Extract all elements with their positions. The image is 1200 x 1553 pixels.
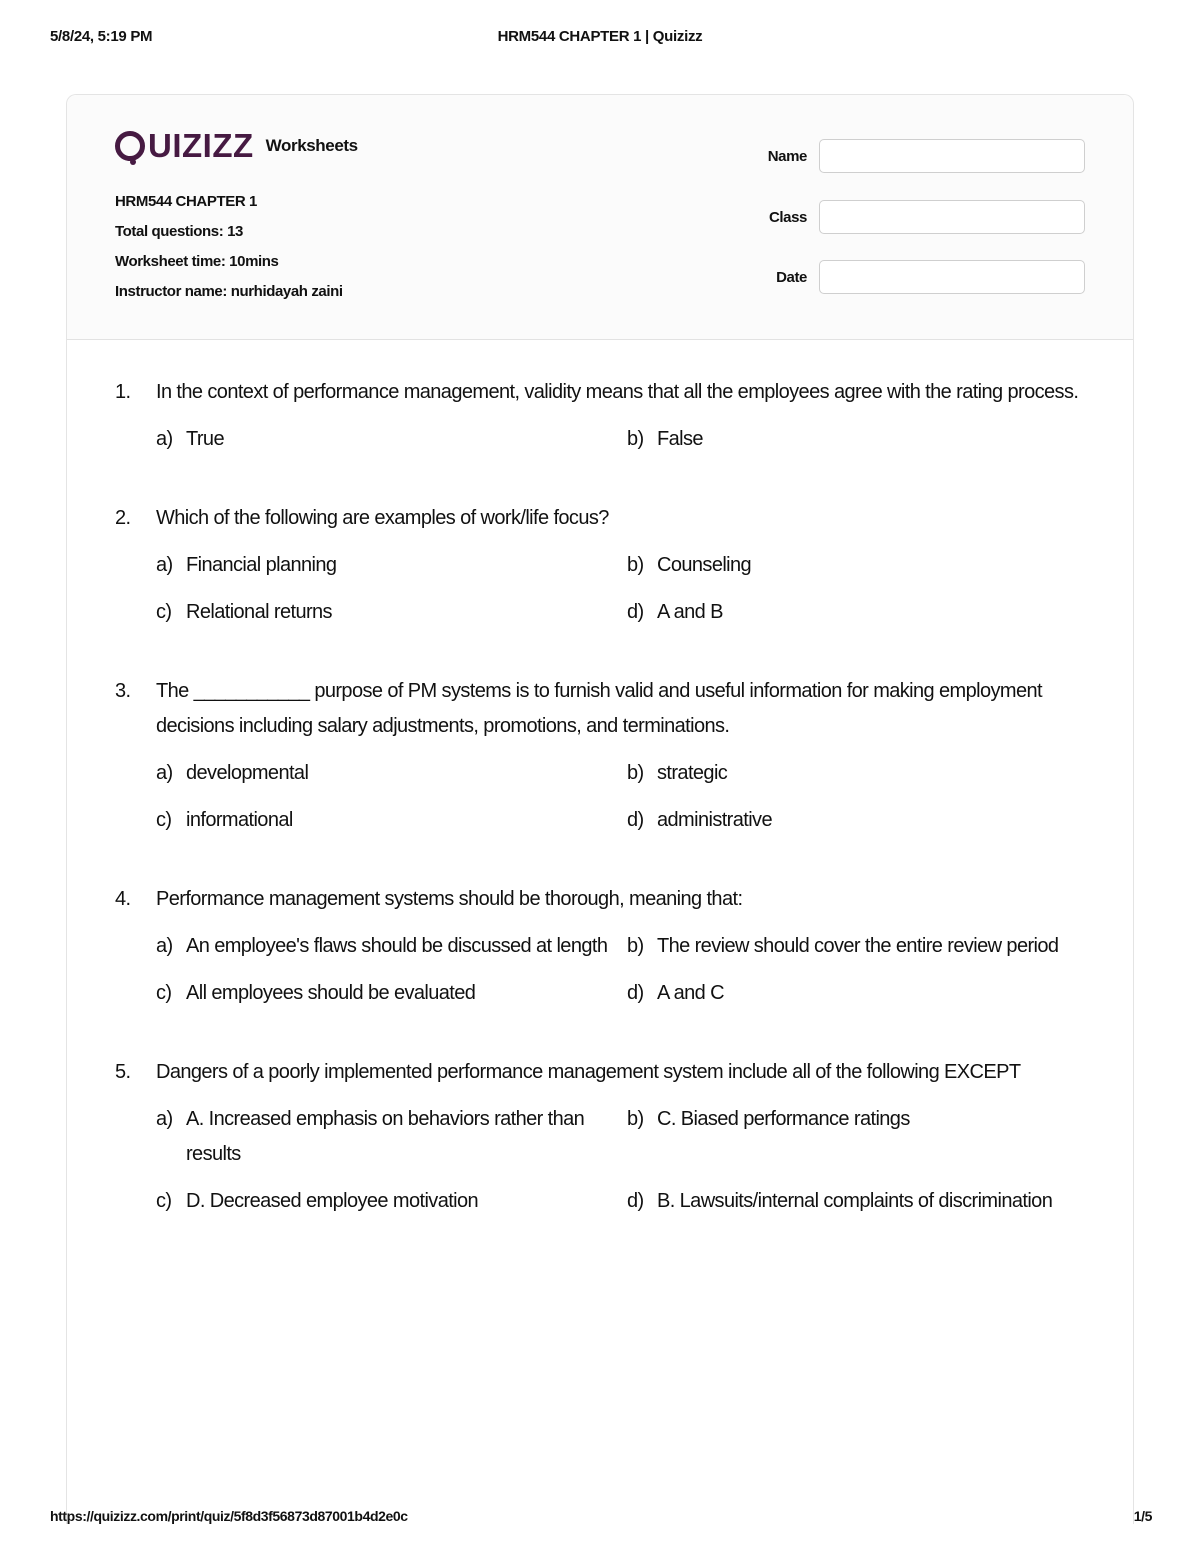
- option-letter: a): [156, 1108, 173, 1130]
- option-b: [627, 1102, 1097, 1172]
- question-text: In the context of performance management, validity means that all the employees agree with the rating process.: [156, 381, 1079, 403]
- option-letter: d): [627, 601, 644, 623]
- question: [115, 501, 1095, 630]
- question-text: The ___________ purpose of PM systems is to furnish valid and useful information for making employment decisions including salary adjustments, promotions, and terminations.: [156, 680, 1042, 737]
- logo-subtitle: Worksheets: [265, 136, 358, 155]
- option-text: The review should cover the entire review period: [657, 935, 1059, 957]
- logo-wordmark: UIZIZZ: [148, 127, 254, 164]
- option-letter: a): [156, 554, 173, 576]
- question-text: Which of the following are examples of work/life focus?: [156, 507, 609, 529]
- option-d: [627, 803, 1097, 838]
- name-label: Name: [767, 147, 807, 165]
- class-label: Class: [768, 208, 807, 226]
- option-letter: d): [627, 809, 644, 831]
- option-letter: b): [627, 762, 644, 784]
- print-footer: [50, 1508, 1152, 1528]
- class-field-row: [747, 200, 1085, 234]
- option-a: [156, 548, 627, 583]
- option-letter: a): [156, 428, 173, 450]
- total-questions: Total questions: 13: [115, 223, 243, 240]
- question: [115, 375, 1095, 457]
- print-header: [50, 28, 1150, 48]
- option-letter: a): [156, 935, 173, 957]
- option-a: [156, 756, 627, 791]
- option-text: strategic: [657, 762, 728, 784]
- option-letter: b): [627, 428, 644, 450]
- option-text: administrative: [657, 809, 772, 831]
- worksheet-meta: [115, 191, 343, 311]
- option-c: [156, 976, 627, 1011]
- date-field-row: [747, 260, 1085, 294]
- option-text: C. Biased performance ratings: [657, 1108, 910, 1130]
- question-stem: [115, 1055, 1095, 1090]
- option-a: [156, 1102, 627, 1172]
- option-d: [627, 1184, 1097, 1219]
- option-list: [156, 929, 1095, 1011]
- option-letter: c): [156, 601, 172, 623]
- option-letter: d): [627, 982, 644, 1004]
- option-letter: b): [627, 554, 644, 576]
- option-text: A and B: [657, 601, 723, 623]
- question: [115, 674, 1095, 838]
- option-b: [627, 929, 1097, 964]
- print-date: 5/8/24, 5:19 PM: [50, 28, 153, 45]
- option-list: [156, 548, 1095, 630]
- class-field[interactable]: [819, 200, 1085, 234]
- option-letter: c): [156, 1190, 172, 1212]
- option-text: True: [186, 428, 224, 450]
- question-text: Performance management systems should be thorough, meaning that:: [156, 888, 743, 910]
- option-text: informational: [186, 809, 293, 831]
- worksheet-title: HRM544 CHAPTER 1: [115, 193, 257, 210]
- option-b: [627, 548, 1097, 583]
- option-letter: a): [156, 762, 173, 784]
- question-number: 4.: [115, 888, 131, 910]
- question-text: Dangers of a poorly implemented performance management system include all of the following EXCEPT: [156, 1061, 1021, 1083]
- print-title: HRM544 CHAPTER 1 | Quizizz: [497, 28, 703, 45]
- option-list: [156, 756, 1095, 838]
- question: [115, 882, 1095, 1011]
- question-stem: [115, 674, 1095, 744]
- question: [115, 1055, 1095, 1219]
- option-letter: b): [627, 1108, 644, 1130]
- option-letter: b): [627, 935, 644, 957]
- question-stem: [115, 501, 1095, 536]
- page-number: 1/5: [1133, 1508, 1152, 1524]
- option-a: [156, 929, 627, 964]
- name-field-row: [747, 139, 1085, 173]
- question-number: 2.: [115, 507, 131, 529]
- quizizz-logo: [115, 129, 358, 163]
- logo-q-icon: [115, 131, 145, 161]
- option-c: [156, 595, 627, 630]
- print-url: https://quizizz.com/print/quiz/5f8d3f56873d87001b4d2e0c: [50, 1508, 408, 1524]
- option-b: [627, 756, 1097, 791]
- question-stem: [115, 375, 1095, 410]
- option-letter: c): [156, 982, 172, 1004]
- option-text: A. Increased emphasis on behaviors rather than results: [186, 1108, 585, 1165]
- option-text: All employees should be evaluated: [186, 982, 476, 1004]
- option-b: [627, 422, 1097, 457]
- option-letter: c): [156, 809, 172, 831]
- option-list: [156, 1102, 1095, 1219]
- option-a: [156, 422, 627, 457]
- worksheet-header: [67, 95, 1133, 340]
- date-label: Date: [776, 268, 807, 286]
- option-text: Counseling: [657, 554, 752, 576]
- worksheet-card: [66, 94, 1134, 1524]
- option-text: B. Lawsuits/internal complaints of discrimination: [657, 1190, 1053, 1212]
- worksheet-time: Worksheet time: 10mins: [115, 253, 279, 270]
- option-letter: d): [627, 1190, 644, 1212]
- question-number: 5.: [115, 1061, 131, 1083]
- name-field[interactable]: [819, 139, 1085, 173]
- question-number: 1.: [115, 381, 131, 403]
- option-c: [156, 803, 627, 838]
- question-number: 3.: [115, 680, 131, 702]
- option-text: An employee's flaws should be discussed at length: [186, 935, 608, 957]
- option-c: [156, 1184, 627, 1219]
- option-list: [156, 422, 1095, 457]
- option-text: developmental: [186, 762, 309, 784]
- instructor-name: Instructor name: nurhidayah zaini: [115, 283, 343, 300]
- option-text: False: [657, 428, 703, 450]
- option-text: Financial planning: [186, 554, 337, 576]
- question-list: [115, 375, 1095, 1263]
- option-text: Relational returns: [186, 601, 332, 623]
- question-stem: [115, 882, 1095, 917]
- option-d: [627, 595, 1097, 630]
- option-text: D. Decreased employee motivation: [186, 1190, 479, 1212]
- option-text: A and C: [657, 982, 724, 1004]
- date-field[interactable]: [819, 260, 1085, 294]
- option-d: [627, 976, 1097, 1011]
